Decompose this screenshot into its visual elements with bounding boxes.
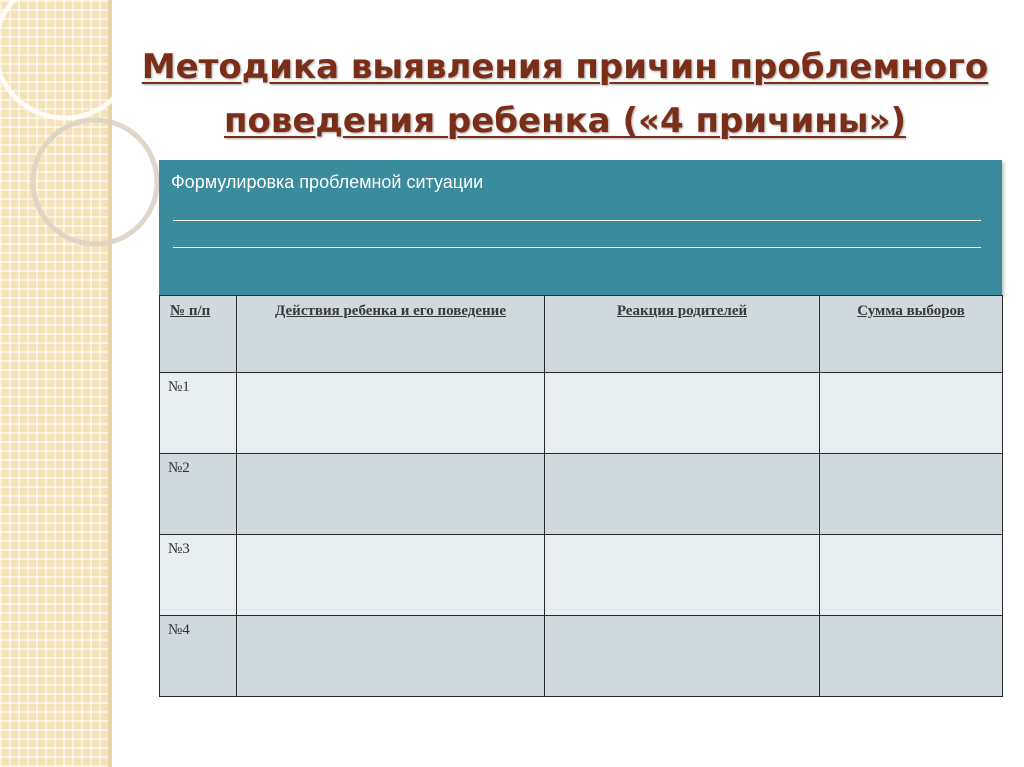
table-row <box>160 535 1003 616</box>
header-number: № п/п <box>160 296 237 373</box>
table-row <box>160 454 1003 535</box>
header-child-actions: Действия ребенка и его поведение <box>237 296 545 373</box>
table-row <box>160 373 1003 454</box>
row-number: №2 <box>160 454 237 535</box>
cell-parent-reaction[interactable] <box>545 454 820 535</box>
table-header-row <box>160 296 1003 373</box>
header-sum-choices: Сумма выборов <box>820 296 1003 373</box>
cell-sum-choices[interactable] <box>820 373 1003 454</box>
row-number: №3 <box>160 535 237 616</box>
cell-child-actions[interactable] <box>237 454 545 535</box>
cell-parent-reaction[interactable] <box>545 616 820 697</box>
cell-sum-choices[interactable] <box>820 535 1003 616</box>
header-parent-reaction: Реакция родителей <box>545 296 820 373</box>
cell-child-actions[interactable] <box>237 373 545 454</box>
row-number: №4 <box>160 616 237 697</box>
table-row <box>160 616 1003 697</box>
row-number: №1 <box>160 373 237 454</box>
cell-sum-choices[interactable] <box>820 616 1003 697</box>
situation-label: Формулировка проблемной ситуации <box>171 172 484 192</box>
cell-child-actions[interactable] <box>237 535 545 616</box>
situation-box <box>159 160 1002 295</box>
cell-parent-reaction[interactable] <box>545 535 820 616</box>
blank-line <box>173 247 981 248</box>
cell-sum-choices[interactable] <box>820 454 1003 535</box>
cell-parent-reaction[interactable] <box>545 373 820 454</box>
causes-table <box>159 295 1003 697</box>
cell-child-actions[interactable] <box>237 616 545 697</box>
blank-line <box>173 220 981 221</box>
slide-title: Методика выявления причин проблемного поведения ребенка («4 причины») <box>141 47 989 141</box>
